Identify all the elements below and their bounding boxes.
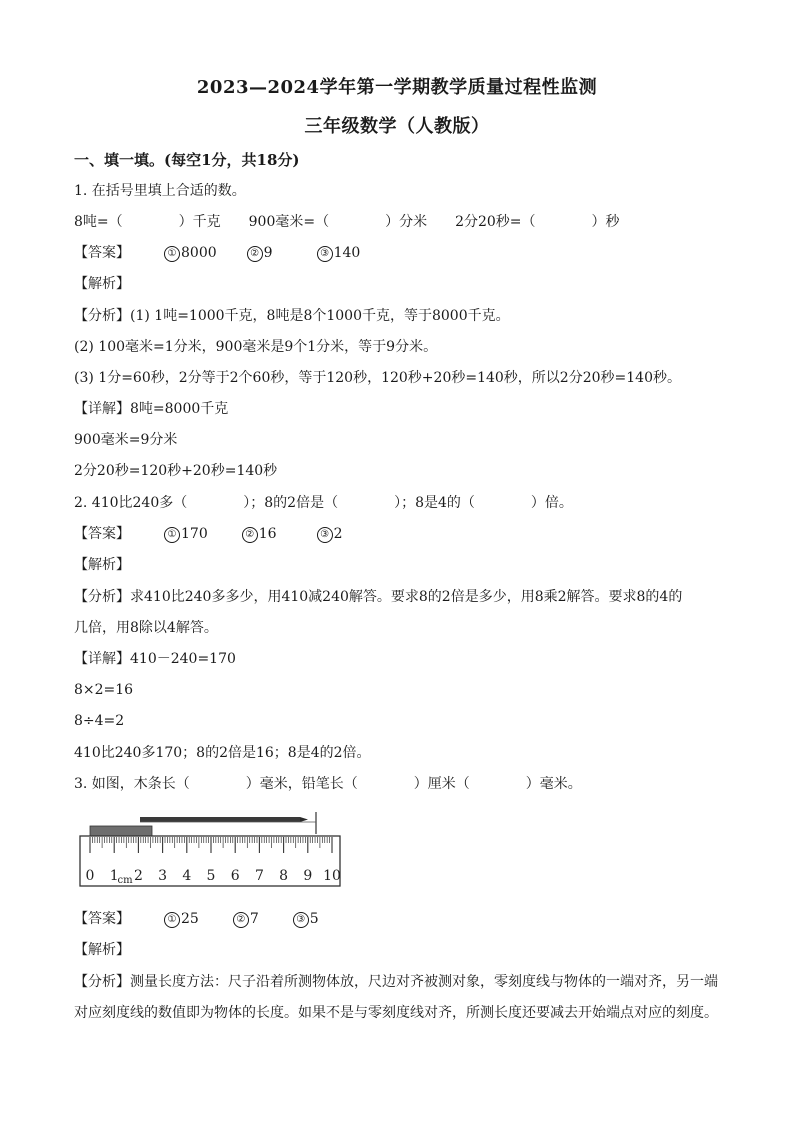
ruler-tick-label: 6 <box>230 868 240 884</box>
ruler-diagram <box>78 810 344 890</box>
ruler-tick-label: 3 <box>158 868 168 884</box>
q1-detail-2: 900毫米=9分米 <box>74 432 178 448</box>
pencil-drawing <box>140 812 316 834</box>
answer-option: ① 8000 <box>164 243 217 263</box>
q2-fenxi-2: 几倍，用8除以4解答。 <box>74 620 218 636</box>
q2-detail-2: 8×2=16 <box>74 682 134 698</box>
q1-fenxi-3: (3) 1分=60秒，2分等于2个60秒，等于120秒，120秒+20秒=140秒，所以2分20秒=140秒。 <box>74 370 681 386</box>
ruler-tick-label: 0 <box>85 868 95 884</box>
q1-fenxi-2: (2) 100毫米=1分米，900毫米是9个1分米，等于9分米。 <box>74 339 438 355</box>
answer-option: ① 170 <box>164 524 208 544</box>
ruler-tick-label: cm <box>117 875 133 886</box>
answer-option: ② 9 <box>247 243 273 263</box>
q2-answer <box>74 524 342 544</box>
q1-items: 8吨=（ ）千克 900毫米=（ ）分米 2分20秒=（ ）秒 <box>74 214 620 230</box>
q1-fenxi-1: 【分析】(1) 1吨=1000千克，8吨是8个1000千克，等于8000千克。 <box>74 308 510 324</box>
marker-3: ③ <box>317 527 333 543</box>
pencil-body <box>140 817 300 822</box>
q2-detail-3: 8÷4=2 <box>74 713 125 729</box>
marker-1: ① <box>164 527 180 543</box>
ruler-tick-label: 5 <box>206 868 216 884</box>
q3-stem: 3. 如图，木条长（ ）毫米，铅笔长（ ）厘米（ ）毫米。 <box>74 776 582 792</box>
ruler-tick-label: 10 <box>323 868 341 884</box>
answer-option: ③ 2 <box>317 524 343 544</box>
q1-analysis-tag: 【解析】 <box>74 276 130 292</box>
q2-detail-4: 410比240多170；8的2倍是16；8是4的2倍。 <box>74 745 371 761</box>
q2-stem: 2. 410比240多（ ）；8的2倍是（ ）；8是4的（ ）倍。 <box>74 495 573 511</box>
answer-option: ② 16 <box>242 524 277 544</box>
q2-analysis-tag: 【解析】 <box>74 557 130 573</box>
ruler-tick-label: 1 <box>109 868 119 884</box>
answer-option: ③ 140 <box>317 243 361 263</box>
q1-answer <box>74 243 360 263</box>
marker-3: ③ <box>293 912 309 928</box>
answer-option: ① 25 <box>164 909 199 929</box>
answer-option: ③ 5 <box>293 909 319 929</box>
q3-answer <box>74 909 319 929</box>
q3-fenxi-2: 对应刻度线的数值即为物体的长度。如果不是与零刻度线对齐，所测长度还要减去开始端点对应的刻度。 <box>74 1005 718 1021</box>
answer-option: ② 7 <box>233 909 259 929</box>
answer-tag: 【答案】 <box>74 911 130 927</box>
ruler-tick-label: 9 <box>303 868 313 884</box>
ruler-tick-label: 7 <box>254 868 264 884</box>
q2-fenxi-1: 【分析】求410比240多多少，用410减240解答。要求8的2倍是多少，用8乘2解答。要求8的4的 <box>74 589 683 605</box>
q1-detail-3: 2分20秒=120秒+20秒=140秒 <box>74 463 278 479</box>
answer-tag: 【答案】 <box>74 245 130 261</box>
marker-2: ② <box>247 246 263 262</box>
ruler-tick-label: 4 <box>182 868 192 884</box>
q3-analysis-tag: 【解析】 <box>74 942 130 958</box>
ruler-tick-label: 2 <box>133 868 143 884</box>
q2-detail-1: 【详解】410－240=170 <box>74 651 236 667</box>
section-heading: 一、填一填。(每空1分，共18分) <box>74 151 300 169</box>
ruler-tick-label: 8 <box>279 868 289 884</box>
q3-fenxi-1: 【分析】测量长度方法：尺子沿着所测物体放，尺边对齐被测对象，零刻度线与物体的一端对齐，另一端 <box>74 974 718 990</box>
document-title: 2023—2024学年第一学期教学质量过程性监测 <box>196 77 598 98</box>
answer-tag: 【答案】 <box>74 526 130 542</box>
q1-stem: 1. 在括号里填上合适的数。 <box>74 183 246 199</box>
wood-bar <box>90 826 152 836</box>
marker-1: ① <box>164 912 180 928</box>
marker-2: ② <box>233 912 249 928</box>
marker-1: ① <box>164 246 180 262</box>
document-subtitle: 三年级数学（人教版） <box>304 116 490 137</box>
q1-detail-1: 【详解】8吨=8000千克 <box>74 401 229 417</box>
pencil-tip <box>300 817 308 822</box>
ruler-figure <box>78 810 344 890</box>
marker-2: ② <box>242 527 258 543</box>
marker-3: ③ <box>317 246 333 262</box>
